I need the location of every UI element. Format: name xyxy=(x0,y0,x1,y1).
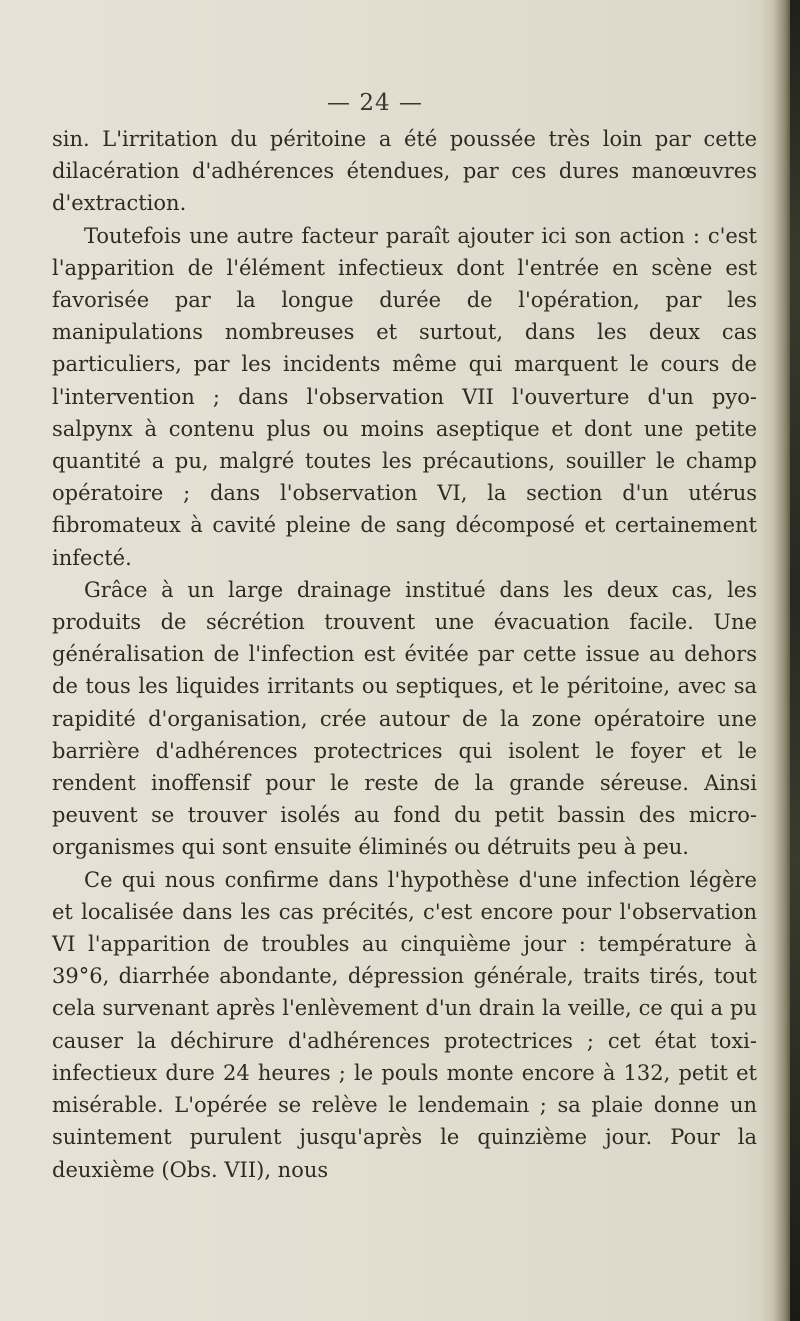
paragraph-4: Ce qui nous confirme dans l'hypothèse d'une infection légère et localisée dans les cas précités, c'est encore pour l'observation VI l'apparition de troubles au cinquième jour : température à 39°6, diarrhée abondante, dépression générale, traits tirés, tout cela survenant après l'enlèvement d'un drain la veille, ce qui a pu causer la déchirure d'adhérences protectrices ; cet état toxi-infectieux dure 24 heures ; le pouls monte encore à 132, petit et misérable. L'opérée se relève le lendemain ; sa plaie donne un suintement purulent jusqu'après le quinzième jour. Pour la deuxième (Obs. VII), nous xyxy=(52,867,757,1182)
page-number: — 24 — xyxy=(327,90,423,116)
body-text xyxy=(52,123,757,1186)
paragraph-2: Toutefois une autre facteur paraît ajouter ici son action : c'est l'apparition de l'élément infectieux dont l'entrée en scène est favorisée par la longue durée de l'opération, par les manipulations nombreuses et surtout, dans les deux cas particuliers, par les incidents même qui marquent le cours de l'intervention ; dans l'observation VII l'ouverture d'un pyo-salpynx à contenu plus ou moins aseptique et dont une petite quantité a pu, malgré toutes les précautions, souiller le champ opératoire ; dans l'observation VI, la section d'un utérus fibromateux à cavité pleine de sang décomposé et certainement infecté. xyxy=(52,223,757,570)
book-binding-edge xyxy=(762,0,800,1321)
paragraph-3: Grâce à un large drainage institué dans les deux cas, les produits de sécrétion trouvent une évacuation facile. Une généralisation de l'infection est évitée par cette issue au dehors de tous les liquides irritants ou septiques, et le péritoine, avec sa rapidité d'organisation, crée autour de la zone opératoire une barrière d'adhérences protectrices qui isolent le foyer et le rendent inoffensif pour le reste de la grande séreuse. Ainsi peuvent se trouver isolés au fond du petit bassin des micro-organismes qui sont ensuite éliminés ou détruits peu à peu. xyxy=(52,577,757,860)
paragraph-1: sin. L'irritation du péritoine a été poussée très loin par cette dilacération d'adhérences étendues, par ces dures manœuvres d'extraction. xyxy=(52,127,757,216)
